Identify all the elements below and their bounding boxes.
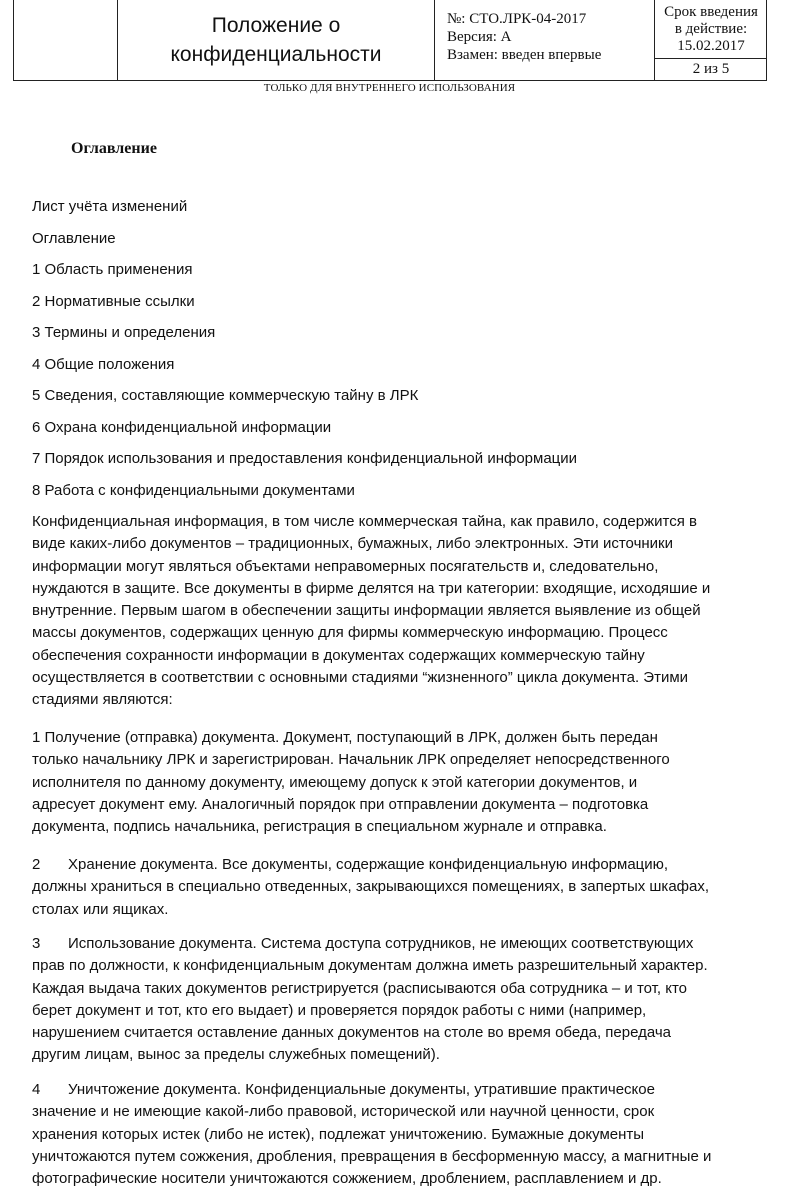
text-line: только начальнику ЛРК и зарегистрирован. Начальник ЛРК определяет непосредственного [32,751,670,769]
text-line: Каждая выдача таких документов регистрируется (расписываются оба сотрудника – и тот, кто [32,979,687,997]
text-line: другим лицам, вынос за пределы служебных помещений). [32,1046,440,1064]
stage-number: 4 [32,1081,41,1098]
table-of-contents [32,197,577,512]
internal-use-notice: ТОЛЬКО ДЛЯ ВНУТРЕННЕГО ИСПОЛЬЗОВАНИЯ [263,82,516,94]
text-line [32,854,778,876]
document-title-line-2: конфиденциальности [170,43,382,66]
text-line [32,1079,778,1101]
stage-3-paragraph [32,933,778,1067]
toc-heading: Оглавление [71,140,157,157]
text-line: обеспечения сохранности информации в документах содержащих коммерческую тайну [32,646,645,664]
text-line: 1 Получение (отправка) документа. Документ, поступающий в ЛРК, должен быть передан [32,729,658,746]
stage-number: 2 [32,856,41,873]
text-line: фотографические носители уничтожаются сожжением, дроблением, расплавлением и др. [32,1170,662,1188]
text-line: документа, подпись начальника, регистрация в специальном журнале и отправка. [32,818,607,836]
text-line: берет документ и тот, кто его выдает) и проверяется порядок работы с ними (например, [32,1001,647,1019]
effective-date: 15.02.2017 [677,38,745,54]
toc-item: Оглавление [32,229,116,247]
page-counter: 2 из 5 [692,61,730,77]
effective-label-1: Срок введения [664,4,758,20]
text-line: значение и не имеющие какой-либо правовой, исторической или научной ценности, срок [32,1103,655,1121]
text-line: столах или ящиках. [32,900,169,918]
toc-item: 4 Общие положения [32,355,175,373]
text-line-content: Хранение документа. Все документы, содержащие конфиденциальную информацию, [68,856,669,873]
toc-item: 6 Охрана конфиденциальной информации [32,418,332,436]
cell-divider [655,58,767,59]
document-info-cell [434,0,654,80]
text-line: нарушением считается оставление данных документов на столе во время обеда, передача [32,1024,672,1042]
document-title-cell [117,0,434,80]
stage-4-paragraph [32,1079,778,1190]
toc-item: 2 Нормативные ссылки [32,292,195,310]
text-line: хранения которых истек (либо не истек), подлежат уничтожению. Бумажные документы [32,1125,645,1143]
document-replaces: Взамен: введен впервые [447,47,602,63]
stage-number: 3 [32,935,41,952]
text-line: массы документов, содержащих ценную для фирмы коммерческую информацию. Процесс [32,624,668,642]
toc-item: 5 Сведения, составляющие коммерческую тайну в ЛРК [32,387,419,404]
text-line: стадиями являются: [32,691,173,709]
intro-paragraph [32,511,778,712]
stage-2-paragraph [32,854,778,921]
text-line: внутренние. Первым шагом в обеспечении защиты информации является выявление из общей [32,602,701,620]
text-line-content: Использование документа. Система доступа сотрудников, не имеющих соответствующих [68,935,694,952]
text-line: прав по должности, к конфиденциальным документам должна иметь разрешительный характер. [32,957,708,975]
toc-item: 8 Работа с конфиденциальными документами [32,481,355,499]
document-number: №: СТО.ЛРК-04-2017 [447,11,587,27]
effective-label-2: в действие: [674,21,748,37]
toc-item: Лист учёта изменений [32,198,188,215]
text-line: исполнителя по данному документу, имеющему допуск к этой категории документов, и [32,773,638,791]
text-line: осуществляется в соответствии с основными стадиями “жизненного” цикла документа. Этими [32,669,689,687]
text-line: адресует документ ему. Аналогичный порядок при отправлении документа – подготовка [32,795,649,813]
text-line [32,933,778,955]
stage-1-paragraph [32,727,778,838]
toc-item: 1 Область применения [32,261,193,278]
effective-date-cell [654,0,767,80]
text-line-content: Уничтожение документа. Конфиденциальные документы, утратившие практическое [68,1081,655,1098]
toc-item: 7 Порядок использования и предоставления конфиденциальной информации [32,450,578,467]
text-line: нуждаются в защите. Все документы в фирме делятся на три категории: входящие, исходяшие и [32,579,711,597]
toc-item: 3 Термины и определения [32,324,216,341]
text-line: Конфиденциальная информация, в том числе коммерческая тайна, как правило, содержится в [32,513,697,530]
text-line: уничтожаются путем сожжения, дробления, превращения в бесформенную массу, а магнитные и [32,1147,712,1165]
text-line: информации могут являться объектами неправомерных посягательств и, следовательно, [32,557,659,575]
document-version: Версия: А [447,29,512,45]
logo-cell [14,0,117,80]
document-title-line-1: Положение о [211,14,341,37]
text-line: должны храниться в специально отведенных, закрывающихся помещениях, в запертых шкафах, [32,878,710,896]
text-line: виде каких-либо документов – традиционных, бумажных, либо электронных. Эти источники [32,535,673,553]
document-header-table [13,0,767,81]
